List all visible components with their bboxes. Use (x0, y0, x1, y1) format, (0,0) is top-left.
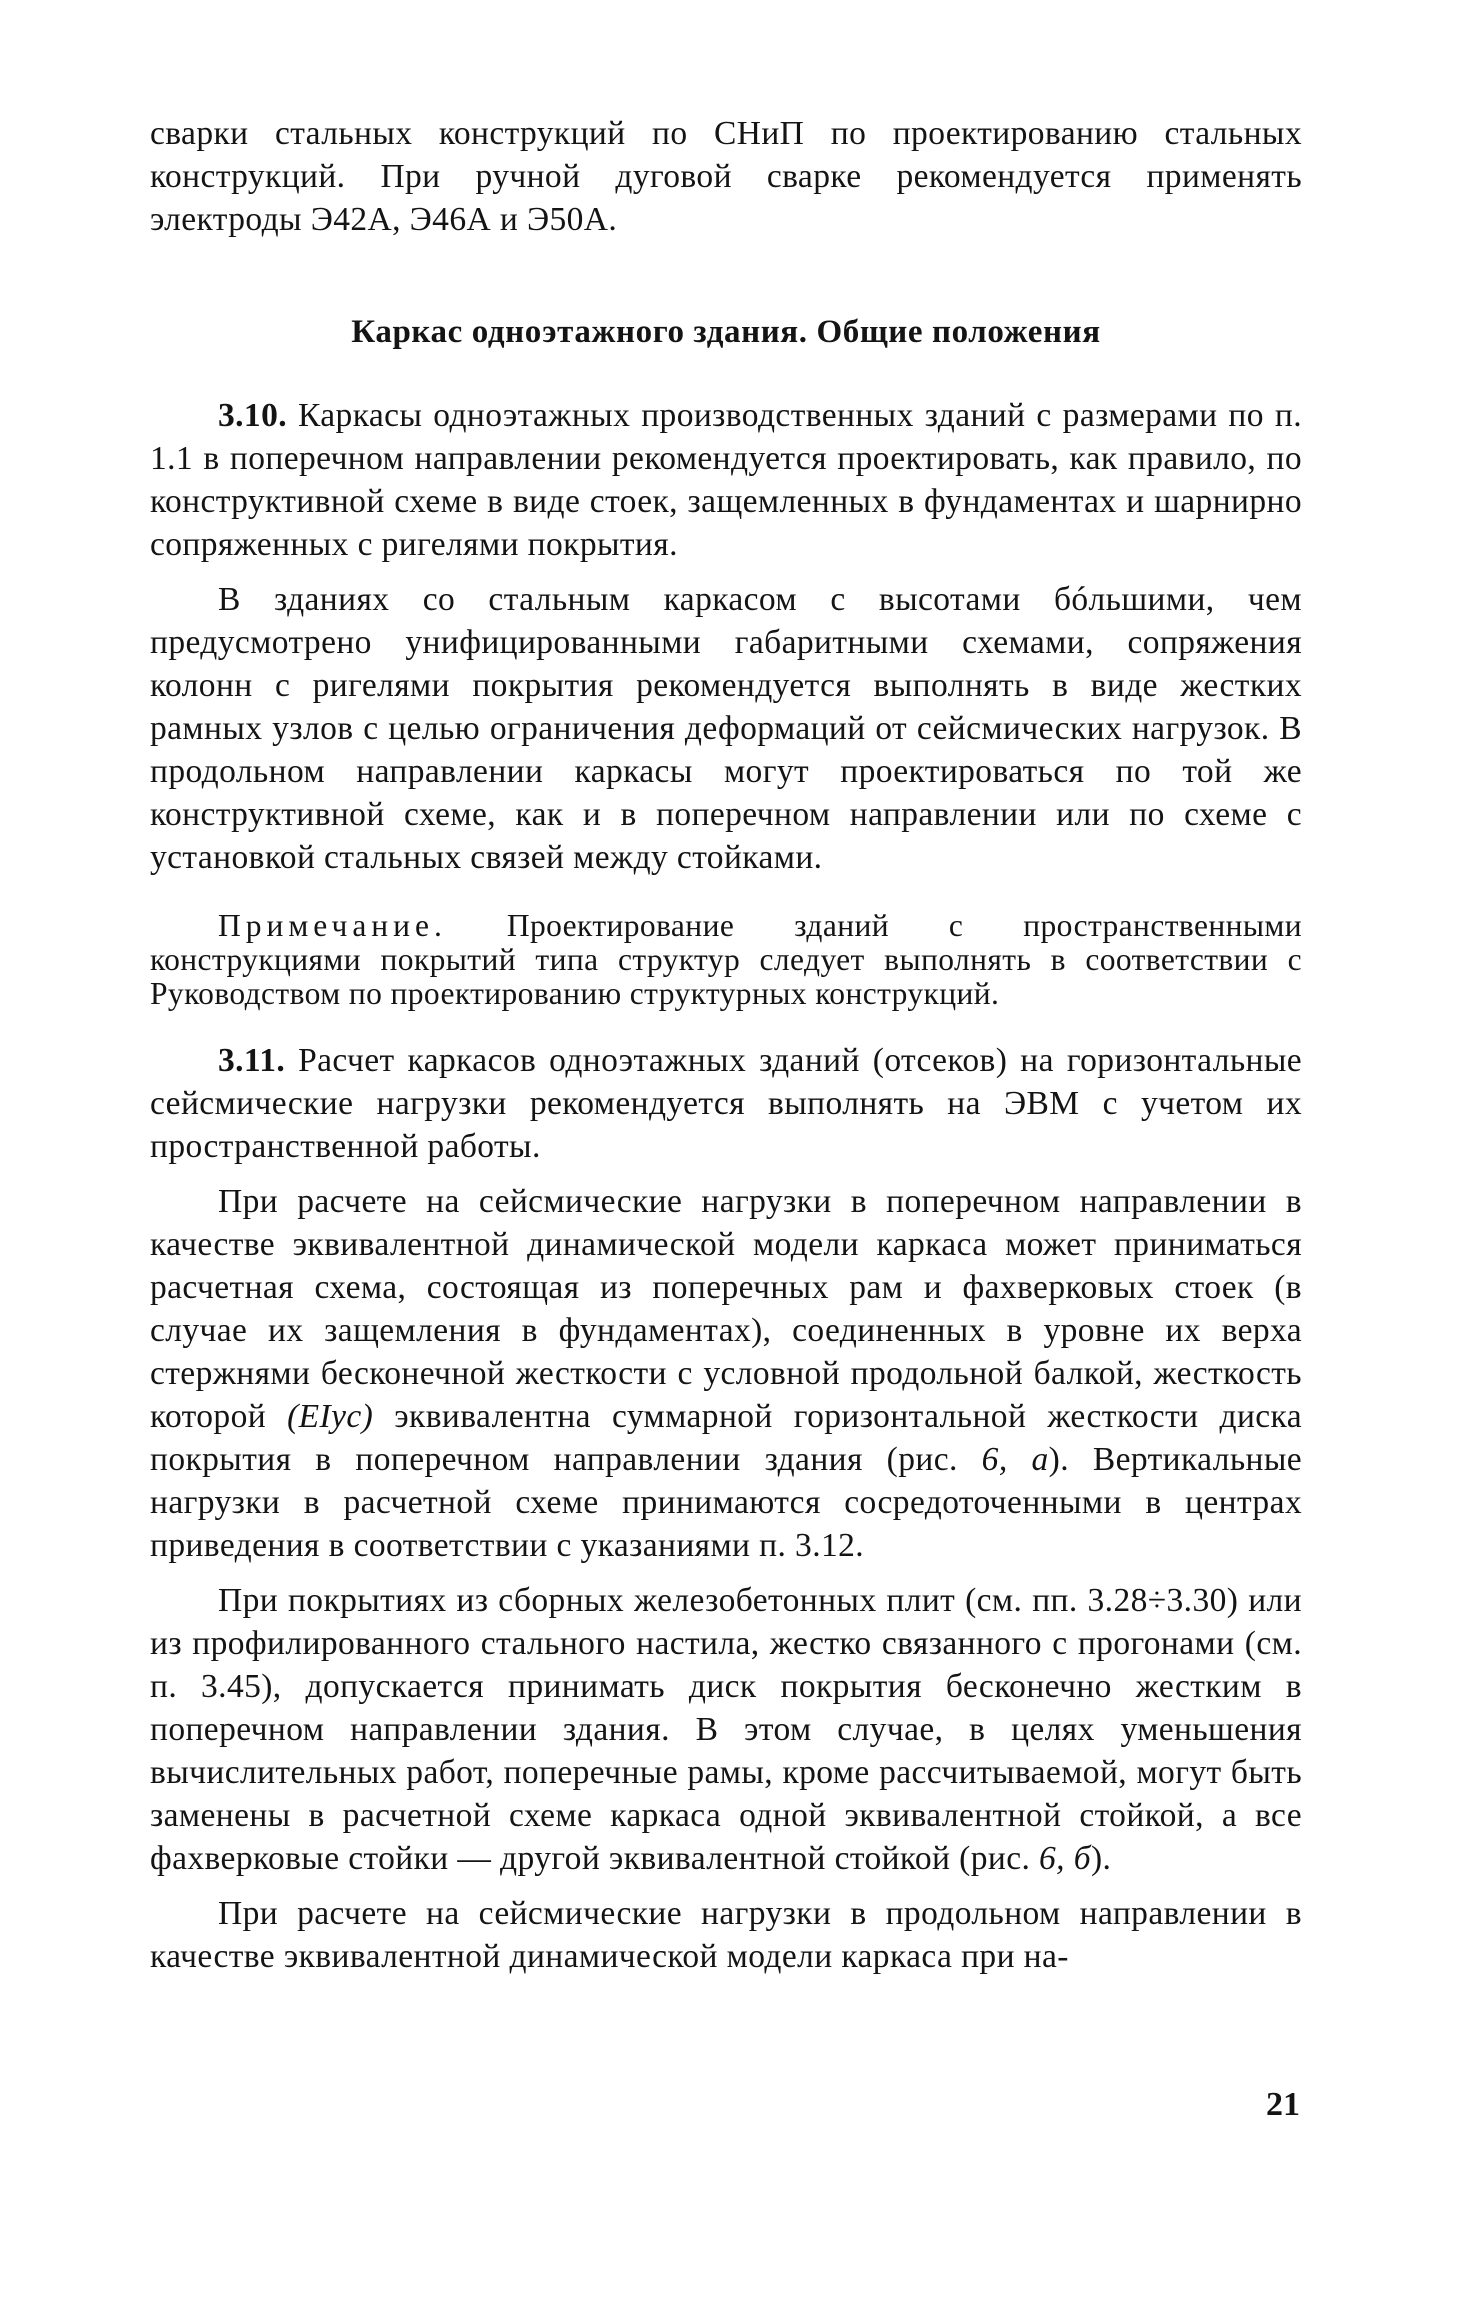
paragraph-3-11-roofing (150, 1579, 1302, 1880)
paragraph-3-10-continued: В зданиях со стальным каркасом с высотами бóльшими, чем предусмотрено унифицированными габаритными схемами, сопряжения колонн с ригелями покрытия рекомендуется выполнять в виде жестких рамных узлов с целью ограничения деформаций от сейсмических нагрузок. В продольном направлении каркасы могут проектироваться по той же конструктивной схеме, как и в поперечном направлении или по схеме с установкой стальных связей между стойками. (150, 581, 1302, 876)
intro-paragraph: сварки стальных конструкций по СНиП по проектированию стальных конструкций. При ручной дуговой сварке рекомендуется применять электроды Э42А, Э46А и Э50А. (150, 115, 1302, 238)
paragraph-3-11-number: 3.11. (218, 1042, 286, 1079)
paragraph-3-10 (150, 394, 1302, 566)
paragraph-3-10-number: 3.10. (218, 397, 287, 434)
note-label: Примечание. (218, 908, 447, 943)
roofing-text-b: ). (1090, 1840, 1112, 1877)
paragraph-3-11 (150, 1039, 1302, 1168)
section-heading: Каркас одноэтажного здания. Общие положения (351, 314, 1101, 350)
stiffness-formula: (EIус) (287, 1398, 374, 1435)
figure-ref-6b: 6, б (1039, 1840, 1091, 1877)
figure-ref-6a: 6, а (981, 1441, 1049, 1478)
transverse-text-c: ). Вертикальные нагрузки в расчетной схеме принимаются сосредоточенными в центрах приведения в соответствии с указаниями п. 3.12. (150, 1441, 1303, 1564)
document-page (150, 112, 1302, 1978)
roofing-text-a: При покрытиях из сборных железобетонных плит (см. пп. 3.28÷3.30) или из профилированного стального настила, жестко связанного с прогонами (см. п. 3.45), допускается принимать диск покрытия бесконечно жестким в поперечном направлении здания. В этом случае, в целях уменьшения вычислительных работ, поперечные рамы, кроме рассчитываемой, могут быть заменены в расчетной схеме каркаса одной эквивалентной стойкой, а все фахверковые стойки — другой эквивалентной стойкой (рис. (150, 1582, 1302, 1877)
paragraph-3-11-text: Расчет каркасов одноэтажных зданий (отсеков) на горизонтальные сейсмические нагрузки рекомендуется выполнять на ЭВМ с учетом их пространственной работы. (150, 1042, 1302, 1165)
page-number: 21 (1266, 2086, 1300, 2123)
note-text: Проектирование зданий с пространственными конструкциями покрытий типа структур следует выполнять в соответствии с Руководством по проектированию структурных конструкций. (150, 908, 1303, 1011)
paragraph-3-11-transverse (150, 1180, 1302, 1567)
transverse-text-b: эквивалентна суммарной горизонтальной жесткости диска покрытия в поперечном направлении здания (рис. (150, 1398, 1302, 1478)
paragraph-3-10-text: Каркасы одноэтажных производственных зданий с размерами по п. 1.1 в поперечном направлении рекомендуется проектировать, как правило, по конструктивной схеме в виде стоек, защемленных в фундаментах и шарнирно сопряженных с ригелями покрытия. (150, 397, 1302, 563)
note-paragraph (150, 909, 1302, 1011)
transverse-text-a: При расчете на сейсмические нагрузки в поперечном направлении в качестве эквивалентной динамической модели каркаса может приниматься расчетная схема, состоящая из поперечных рам и фахверковых стоек (в случае их защемления в фундаментах), соединенных в уровне их верха стержнями бесконечной жесткости с условной продольной балкой, жесткость которой (150, 1183, 1302, 1435)
paragraph-3-11-longitudinal: При расчете на сейсмические нагрузки в продольном направлении в качестве эквивалентной динамической модели каркаса при на- (150, 1895, 1302, 1975)
